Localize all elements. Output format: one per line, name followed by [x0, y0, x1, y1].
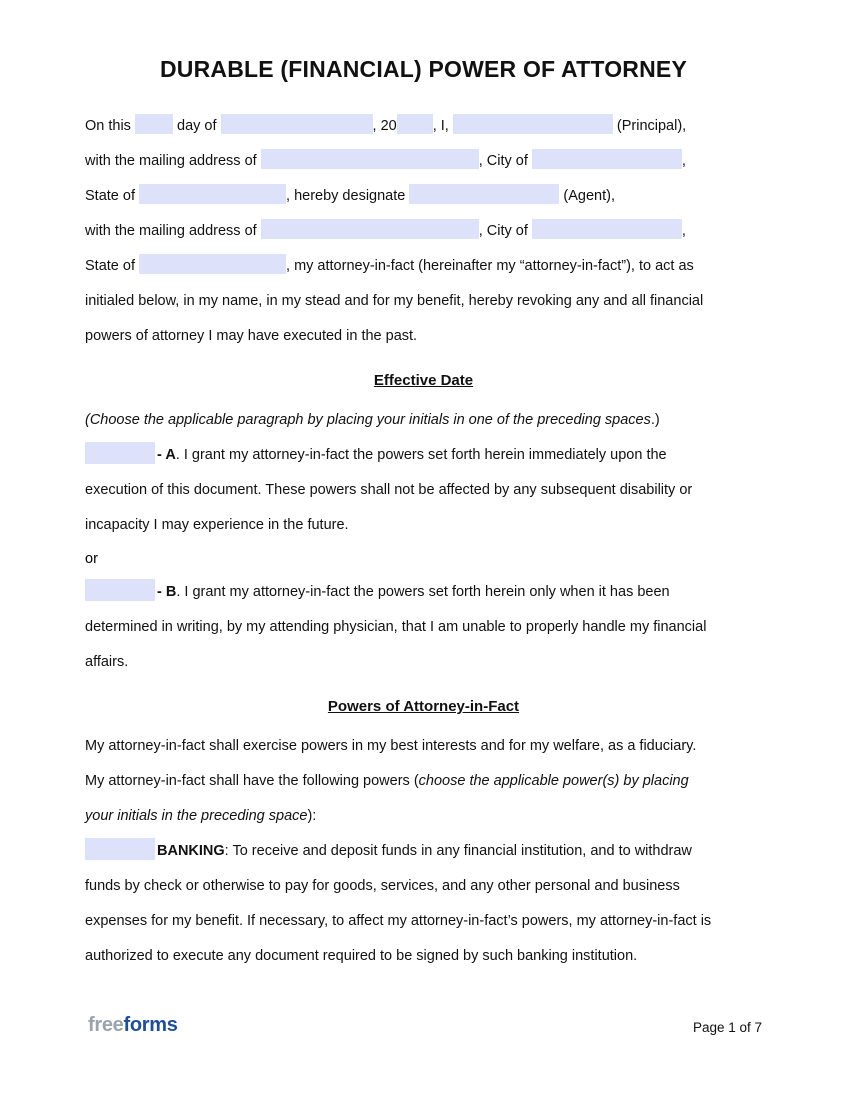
option-a-letter: - A	[157, 447, 176, 463]
option-b-letter: - B	[157, 584, 177, 600]
option-a-text: . I grant my attorney-in-fact the powers set forth herein immediately upon the	[175, 447, 667, 463]
agent-city-field[interactable]	[532, 219, 682, 239]
day-field[interactable]	[135, 114, 173, 134]
intro-text-day-of: day of	[177, 118, 217, 134]
banking-line-3: expenses for my benefit. If necessary, to affect my attorney-in-fact’s powers, my attorney-in-fact is	[85, 913, 712, 929]
intro-text-agent: (Agent),	[563, 188, 615, 204]
month-field[interactable]	[221, 114, 373, 134]
powers-line-2-italic: choose the applicable power(s) by placing	[418, 773, 689, 789]
intro-line-3	[85, 179, 762, 214]
initials-field-option-a[interactable]	[85, 442, 155, 464]
option-a-line-3: incapacity I may experience in the future.	[85, 517, 349, 533]
option-a-label	[157, 447, 176, 463]
intro-text-hereby-designate: , hereby designate	[286, 188, 406, 204]
effective-date-instruction	[85, 403, 762, 438]
option-a-line-2: execution of this document. These powers shall not be affected by any subsequent disability or	[85, 482, 693, 498]
banking-line-1	[85, 834, 762, 869]
initials-field-option-b[interactable]	[85, 579, 155, 601]
powers-line-2-lead: My attorney-in-fact shall have the following powers (	[85, 773, 419, 789]
option-b-text: . I grant my attorney-in-fact the powers set forth herein only when it has been	[176, 584, 670, 600]
section-heading-powers: Powers of Attorney-in-Fact	[327, 698, 520, 715]
option-a-line-1	[85, 438, 762, 473]
powers-line-1: My attorney-in-fact shall exercise powers in my best interests and for my welfare, as a fiduciary.	[85, 738, 697, 754]
intro-text-state-of-2: State of	[85, 258, 135, 274]
intro-text-i: , I,	[432, 118, 449, 134]
powers-line-2	[85, 764, 762, 799]
intro-text-comma-1: ,	[681, 153, 686, 169]
option-b-line-1	[85, 575, 762, 610]
intro-line-2	[85, 144, 762, 179]
powers-line-3	[85, 799, 762, 834]
intro-text-year-prefix: , 20	[372, 118, 397, 134]
page-title: DURABLE (FINANCIAL) POWER OF ATTORNEY	[160, 56, 687, 82]
banking-line-2: funds by check or otherwise to pay for goods, services, and any other personal and business	[85, 878, 680, 894]
principal-name-field[interactable]	[453, 114, 613, 134]
effective-date-instruction-tail: .)	[650, 412, 660, 428]
intro-text-attorney-in-fact: , my attorney-in-fact (hereinafter my “attorney-in-fact”), to act as	[286, 258, 694, 274]
intro-text-principal: (Principal),	[616, 118, 687, 134]
intro-text-on-this: On this	[85, 118, 131, 134]
agent-state-field[interactable]	[139, 254, 286, 274]
intro-line-7: powers of attorney I may have executed in the past.	[85, 328, 418, 344]
intro-line-4	[85, 214, 762, 249]
intro-text-mailing-address-2: with the mailing address of	[85, 223, 257, 239]
year-field[interactable]	[397, 114, 433, 134]
page-footer	[88, 1014, 762, 1044]
intro-text-comma-2: ,	[681, 223, 686, 239]
option-separator-or: or	[85, 551, 98, 567]
powers-line-3-italic: your initials in the preceding space	[85, 808, 308, 824]
page-number: Page 1 of 7	[692, 1020, 762, 1035]
option-b-line-3: affairs.	[85, 654, 129, 670]
banking-line-4: authorized to execute any document required to be signed by such banking institution.	[85, 948, 638, 964]
intro-text-city-of-2: , City of	[478, 223, 528, 239]
intro-text-city-of: , City of	[478, 153, 528, 169]
principal-state-field[interactable]	[139, 184, 286, 204]
option-b-line-2: determined in writing, by my attending physician, that I am unable to properly handle my financial	[85, 619, 707, 635]
intro-line-5	[85, 249, 762, 284]
logo-text-free: free	[88, 1014, 124, 1036]
banking-label: BANKING	[157, 843, 225, 859]
intro-line-6: initialed below, in my name, in my stead and for my benefit, hereby revoking any and all financial	[85, 293, 704, 309]
effective-date-instruction-italic: (Choose the applicable paragraph by placing your initials in one of the preceding spaces	[85, 412, 651, 428]
intro-line-1	[85, 109, 762, 144]
banking-text: : To receive and deposit funds in any financial institution, and to withdraw	[224, 843, 692, 859]
document-content	[85, 56, 762, 974]
initials-field-banking[interactable]	[85, 838, 155, 860]
intro-text-mailing-address: with the mailing address of	[85, 153, 257, 169]
intro-text-state-of: State of	[85, 188, 135, 204]
agent-name-field[interactable]	[409, 184, 559, 204]
principal-city-field[interactable]	[532, 149, 682, 169]
powers-line-3-tail: ):	[307, 808, 317, 824]
freeforms-logo	[88, 1014, 178, 1037]
logo-text-forms: forms	[123, 1014, 178, 1036]
principal-address-field[interactable]	[261, 149, 479, 169]
agent-address-field[interactable]	[261, 219, 479, 239]
section-heading-effective-date: Effective Date	[373, 372, 474, 389]
